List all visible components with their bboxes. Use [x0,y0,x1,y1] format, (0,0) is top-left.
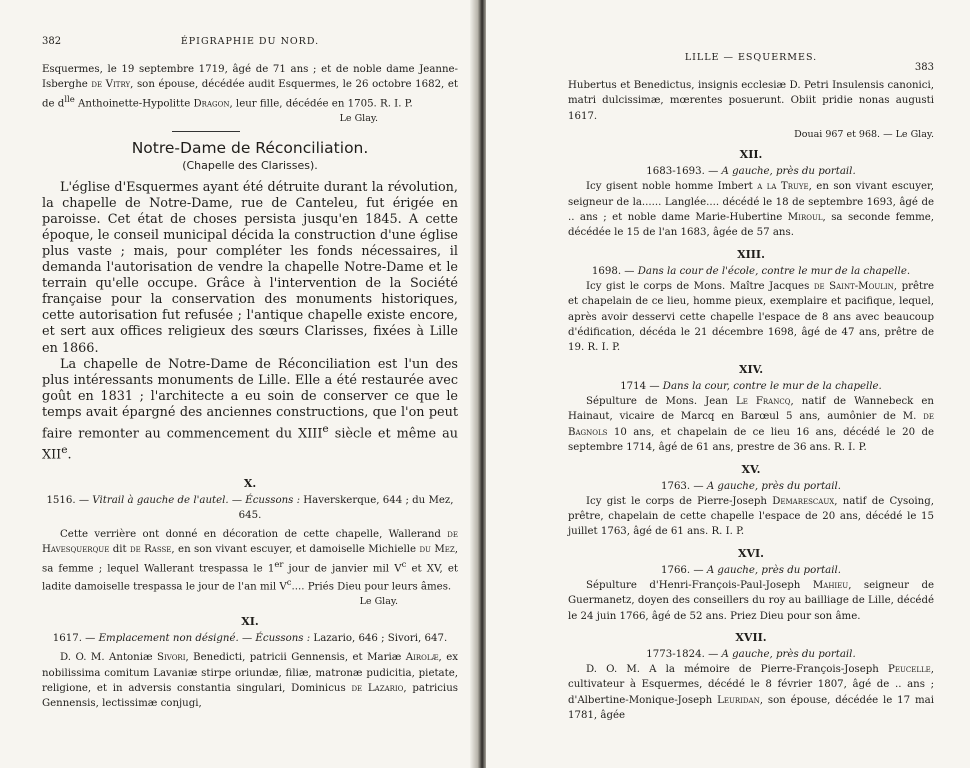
inscription-heading-xvii: 1773-1824. — A gauche, près du portail. [646,648,856,660]
running-title-left: ÉPIGRAPHIE DU NORD. [180,36,320,47]
inscription-text-xii: Icy gisent noble homme Imbert a la Truye, en son vivant escuyer, seigneur de la...... Langlée.... décédé le 18 de septembre 1693, âgé de .. ans ; et noble dame Marie-Hubertine Miroul, sa seconde femme, décédée le 15 de l'an 1683, âgée de 57 ans. [568,181,934,239]
inscription-numeral-xiii: XIII. [737,247,765,261]
running-head-left [42,36,458,52]
inscription-numeral-xiv: XIV. [738,362,764,376]
inscription-text-xiii: Icy gist le corps de Mons. Maître Jacques de Saint-Moulin, prêtre et chapelain de ce lieu, homme pieux, exemplaire et pacifique, lequel, après avoir desservi cette chapelle l'espace de 8 ans avec beaucoup d'édification, décéda le 21 décembre 1698, âgé de 47 ans, prêtre de 19. R. I. P. [568,280,935,354]
running-title-right: LILLE — ESQUERMES. [684,52,818,63]
left-page [0,0,476,768]
running-head-right [568,52,934,73]
inscription-text-xiv: Sépulture de Mons. Jean Le Francq, natif de Wannebeck en Hainaut, vicaire de Marcq en Barœul 5 ans, aumônier de M. de Bagnols 10 ans, et chapelain de ce lieu 16 ans, décédé le 20 de septembre 1714, âgé de 61 ans, prestre de 36 ans. R. I. P. [568,395,934,454]
right-page [486,0,970,768]
inscription-text-x: Cette verrière ont donné en décoration de cette chapelle, Wallerand de Havesquerque dit de Rasse, en son vivant escuyer, et damoiselle Michielle du Mez, sa femme ; lequel Wallerant trespassa le 1er jour de janvier mil $V^c$ et XV, et ladite damoiselle trespassa le jour de l'an mil $V^c$.... Priés Dieu pour leurs âmes. [42,528,459,593]
section-subtitle: (Chapelle des Clarisses). [182,158,318,172]
inscription-heading-xii: 1683-1693. — A gauche, près du portail. [646,166,856,178]
signature-le-glay-top: Le Glay. [339,112,378,124]
body-paragraph-2: La chapelle de Notre-Dame de Réconciliation est l'un des plus intéressants monuments de Lille. Elle a été restaurée avec goût en 1831 ; l'architecte a eu soin de conserver ce que le temps avait épargné des anciennes constructions, que l'on peut faire remonter au commencement du XIIIe siècle et même au XIIe. [42,356,458,463]
body-paragraph-1: L'église d'Esquermes ayant été détruite durant la révolution, la chapelle de Notre-Dame, rue de Canteleu, fut érigée en paroisse. Cet état de choses persista jusqu'en 1845. A cette époque, le conseil municipal décida la construction d'une église plus vaste ; mais, pour compléter les fonds nécessaires, il demanda l'autorisation de vendre la chapelle Notre-Dame et le terrain qu'elle occupe. Grâce à l'intervention de la Société française pour la conservation des monuments historiques, cette autorisation fut refusée ; l'antique chapelle existe encore, et sert aux offices religieux des sœurs Clarisses, fixées à Lille en 1866. [42,179,458,356]
page-number-right: 383 [914,62,934,73]
inscription-heading-xiii: 1698. — Dans la cour de l'école, contre le mur de la chapelle. [591,265,911,277]
top-paragraph-left: Esquermes, le 19 septembre 1719, âgé de 71 ans ; et de noble dame Jeanne-Isberghe de Vitry, son épouse, décédée audit Esquermes, le 26 octobre 1682, et de $d^{lle}$ Anthoinette-Hypolitte Dragon, leur fille, décédée en 1705. R. I. P. [42,64,458,110]
inscription-numeral-xvi: XVI. [737,546,765,560]
inscription-text-xi: D. O. M. Antoniæ Sivori, Benedicti, patricii Gennensis, et Mariæ Airolæ, ex nobilissima comitum Lavaniæ stirpe oriundæ, filiæ, matronæ pudicitia, pietate, religione, et in adversis constantia singulari, Dominicus de Lazario, patricius Gennensis, lectissimæ conjugi, [42,652,458,710]
inscription-heading-xvi: 1766. — A gauche, près du portail. [660,564,842,576]
signature-le-glay-x: Le Glay. [359,596,398,608]
inscription-heading-xv: 1763. — A gauche, près du portail. [660,480,842,492]
inscription-text-xv: Icy gist le corps de Pierre-Joseph Demarescaux, natif de Cysoing, prêtre, chapelain de cette chapelle l'espace de 20 ans, décédé le 15 juillet 1763, âgé de 61 ans. R. I. P. [568,495,934,538]
divider-rule [172,131,240,132]
inscription-numeral-xii: XII. [739,148,763,162]
inscription-numeral-xv: XV. [741,462,761,476]
inscription-text-xvi: Sépulture d'Henri-François-Paul-Joseph Mahieu, seigneur de Guermanetz, doyen des conseillers du roy au bailliage de Lille, décédé le 24 juin 1766, âgé de 52 ans. Priez Dieu pour son âme. [568,579,934,622]
inscription-heading-xiv: 1714 — Dans la cour, contre le mur de la chapelle. [620,380,882,392]
inscription-text-xvii: D. O. M. A la mémoire de Pierre-François-Joseph Peucelle, cultivateur à Esquermes, décédé le 8 février 1807, âgé de .. ans ; d'Albertine-Monique-Joseph Leuridan, son épouse, décédée le 17 mai 1781, âgée [568,663,934,722]
signature-douai-le-glay: Douai 967 et 968. — Le Glay. [794,129,934,141]
top-paragraph-right: Hubertus et Benedictus, insignis ecclesiæ D. Petri Insulensis canonici, matri dulcissimæ, mœrentes posuerunt. Obiit pridie nonas augusti 1617. [568,80,934,122]
inscription-heading-xi: 1617. — Emplacement non désigné. — Écussons : Lazario, 646 ; Sivori, 647. [52,633,448,645]
page-number-left: 382 [42,36,62,47]
section-title: Notre-Dame de Réconciliation. [131,138,369,157]
inscription-heading-x: 1516. — Vitrail à gauche de l'autel. — Écussons : Haverskerque, 644 ; du Mez, 645. [46,494,454,521]
inscription-numeral-xvii: XVII. [735,630,767,644]
inscription-numeral-x: X. [243,476,257,490]
inscription-numeral-xi: XI. [241,615,259,629]
